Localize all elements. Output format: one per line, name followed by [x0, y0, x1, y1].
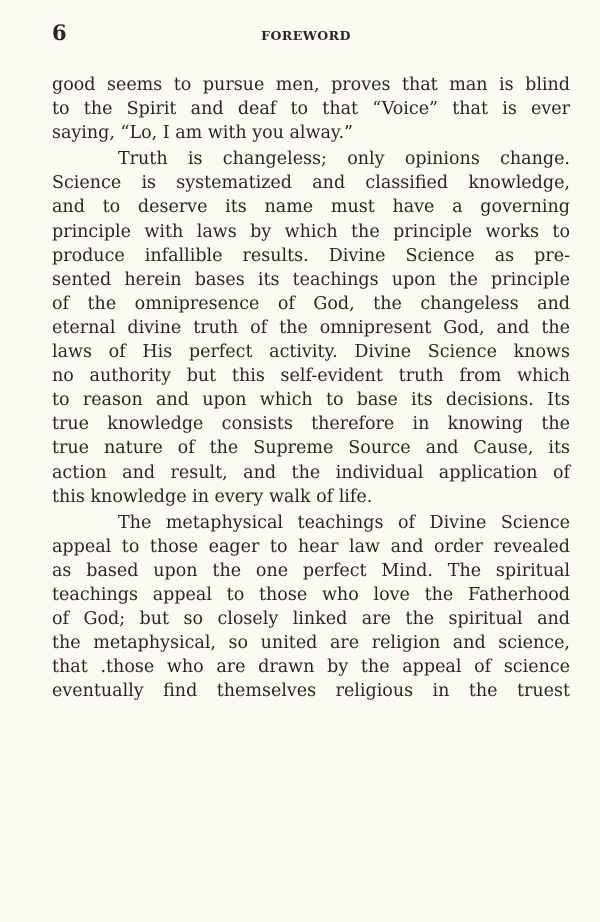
paragraph [52, 147, 570, 508]
text-line: to the Spirit and deaf to that “Voice” that is ever [52, 99, 570, 120]
text-line: no authority but this self-evident truth from which [52, 366, 570, 387]
text-line: sented herein bases its teachings upon the principle [52, 269, 570, 290]
text-line: and to deserve its name must have a governing [52, 197, 570, 218]
text-line: true knowledge consists therefore in knowing the [52, 414, 570, 435]
text-line: true nature of the Supreme Source and Cause, its [52, 438, 570, 459]
page-body [52, 73, 570, 703]
text-line: The metaphysical teachings of Divine Science [118, 512, 570, 533]
page-number: 6 [52, 20, 67, 45]
text-line: of the omnipresence of God, the changeless and [52, 293, 570, 314]
text-line: saying, “Lo, I am with you alway.” [52, 123, 354, 144]
text-line: eternal divine truth of the omnipresent God, and the [52, 317, 570, 338]
paragraph [52, 511, 570, 704]
paragraph [52, 73, 570, 145]
text-line: that .those who are drawn by the appeal of science [52, 657, 570, 678]
text-line: this knowledge in every walk of life. [52, 486, 373, 507]
text-line: as based upon the one perfect Mind. The spiritual [52, 560, 570, 581]
text-line: Truth is changeless; only opinions change. [118, 149, 570, 170]
text-line: the metaphysical, so united are religion and science, [52, 633, 570, 654]
running-head: FOREWORD [261, 28, 351, 43]
text-line: good seems to pursue men, proves that man is blind [52, 75, 570, 95]
text-line: of God; but so closely linked are the spiritual and [52, 609, 570, 630]
text-line: teachings appeal to those who love the Fatherhood [52, 584, 570, 605]
text-line: Science is systematized and classified knowledge, [52, 173, 570, 194]
text-line: eventually find themselves religious in the truest [52, 681, 570, 702]
text-line: principle with laws by which the principle works to [52, 221, 570, 242]
text-line: produce infallible results. Divine Science as pre- [52, 245, 570, 266]
text-line: laws of His perfect activity. Divine Science knows [52, 342, 570, 363]
text-line: to reason and upon which to base its decisions. Its [52, 390, 570, 411]
text-line: appeal to those eager to hear law and order revealed [52, 536, 570, 557]
text-line: action and result, and the individual application of [52, 462, 570, 483]
